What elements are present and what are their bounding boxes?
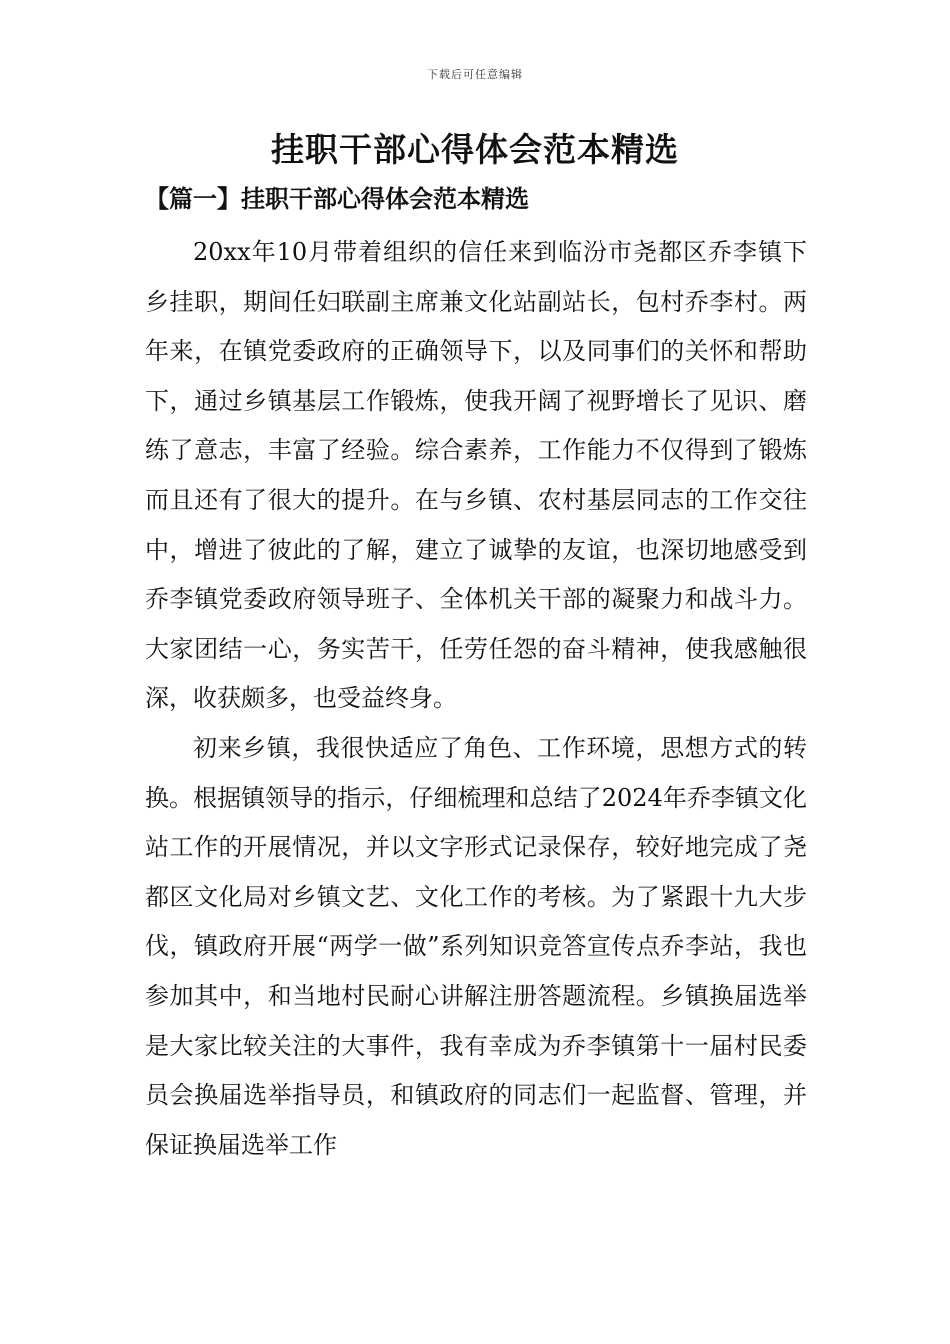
page-header-note: 下载后可任意编辑 — [427, 68, 523, 81]
document-body — [145, 228, 807, 1170]
body-paragraph-2: 初来乡镇，我很快适应了角色、工作环境，思想方式的转换。根据镇领导的指示，仔细梳理和总结了2024年乔李镇文化站工作的开展情况，并以文字形式记录保存，较好地完成了尧都区文化局对乡镇文艺、文化工作的考核。为了紧跟十九大步伐，镇政府开展“两学一做”系列知识竞答宣传点乔李站，我也参加其中，和当地村民耐心讲解注册答题流程。乡镇换届选举是大家比较关注的大事件，我有幸成为乔李镇第十一届村民委员会换届选举指导员，和镇政府的同志们一起监督、管理，并保证换届选举工作 — [145, 733, 807, 1159]
section-heading: 【篇一】挂职干部心得体会范本精选 — [145, 184, 529, 213]
document-title: 挂职干部心得体会范本精选 — [271, 130, 679, 169]
body-paragraph-1: 20xx年10月带着组织的信任来到临汾市尧都区乔李镇下乡挂职，期间任妇联副主席兼文化站副站长，包村乔李村。两年来，在镇党委政府的正确领导下，以及同事们的关怀和帮助下，通过乡镇基层工作锻炼，使我开阔了视野增长了见识、磨练了意志，丰富了经验。综合素养，工作能力不仅得到了锻炼而且还有了很大的提升。在与乡镇、农村基层同志的工作交往中，增进了彼此的了解，建立了诚挚的友谊，也深切地感受到乔李镇党委政府领导班子、全体机关干部的凝聚力和战斗力。大家团结一心，务实苦干，任劳任怨的奋斗精神，使我感触很深，收获颇多，也受益终身。 — [145, 238, 807, 713]
